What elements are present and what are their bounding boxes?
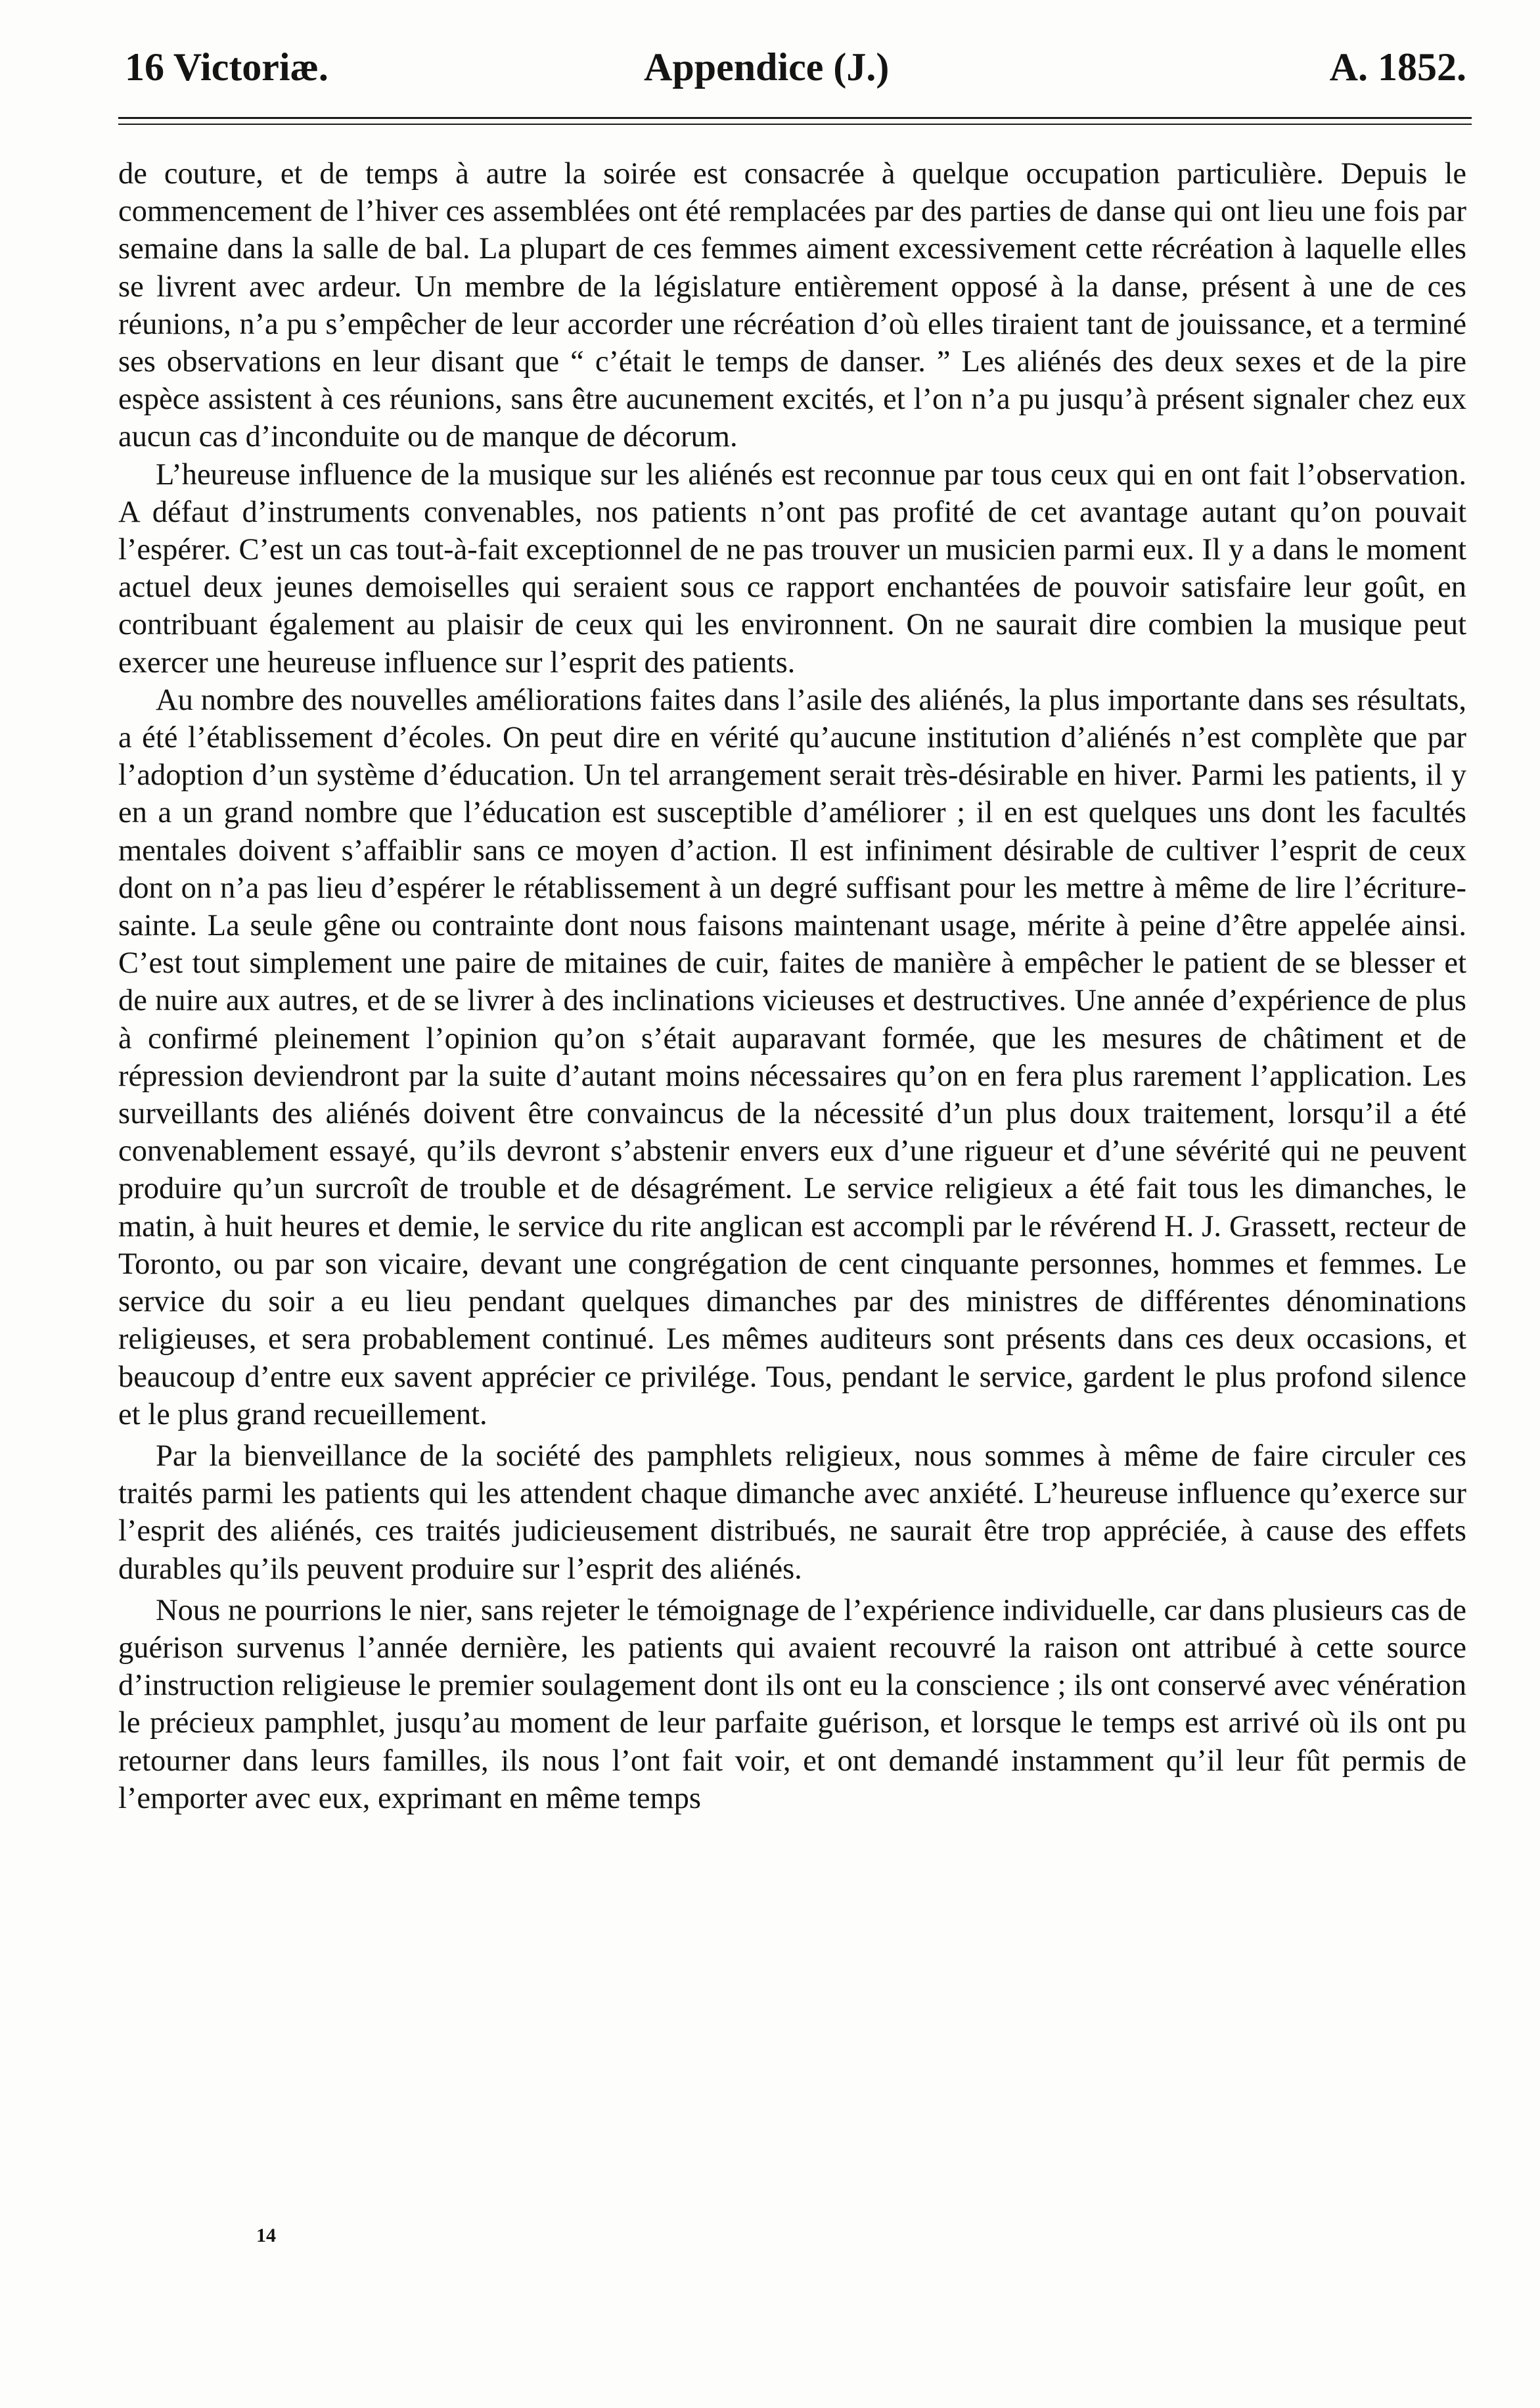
header-year-label: A. 1852.	[1329, 45, 1466, 89]
header-appendix-label: Appendice (J.)	[644, 45, 890, 89]
running-header	[125, 41, 1472, 93]
paragraph-testimony: Nous ne pourrions le nier, sans rejeter le témoignage de l’expérience individuelle, car dans plusieurs cas de guérison survenus l’année dernière, les patients qui avaient recouvré la raison ont attribué à cette source d’instruction religieuse le premier soulagement dont ils ont eu la conscience ; ils ont conservé avec vénération le précieux pamphlet, jusqu’au moment de leur parfaite guérison, et lorsque le temps est arrivé où ils ont pu retourner dans leurs familles, ils nous l’ont fait voir, et ont demandé instamment qu’il leur fût permis de l’emporter avec eux, exprimant en même temps	[118, 1593, 1466, 1815]
body-text	[118, 155, 1466, 1817]
header-rule-thick	[118, 117, 1472, 119]
header-rule-thin	[118, 124, 1472, 125]
header-session-label: 16 Victoriæ.	[125, 45, 328, 89]
paragraph-continued: de couture, et de temps à autre la soirée est consacrée à quelque occupation particulière. Depuis le commencement de l’hiver ces assemblées ont été remplacées par des parties de danse qui ont lieu une fois par semaine dans la salle de bal. La plupart de ces femmes aiment excessivement cette récréation à laquelle elles se livrent avec ardeur. Un membre de la législature entièrement opposé à la danse, présent à une de ces réunions, n’a pu s’empêcher de leur accorder une récréation d’où elles tiraient tant de jouissance, et a terminé ses observations en leur disant que “ c’était le temps de danser. ” Les aliénés des deux sexes et de la pire espèce assistent à ces réunions, sans être aucunement excités, et l’on n’a pu jusqu’à présent signaler chez eux aucun cas d’inconduite ou de manque de décorum.	[118, 157, 1466, 454]
paragraph-pamphlets: Par la bienveillance de la société des pamphlets religieux, nous sommes à même de faire circuler ces traités parmi les patients qui les attendent chaque dimanche avec anxiété. L’heureuse influence qu’exerce sur l’esprit des aliénés, ces traités judicieusement distribués, ne saurait être trop appréciée, à cause des effets durables qu’ils peuvent produire sur l’esprit des aliénés.	[118, 1439, 1466, 1586]
paragraph-schools: Au nombre des nouvelles améliorations faites dans l’asile des aliénés, la plus importante dans ses résultats, a été l’établissement d’écoles. On peut dire en vérité qu’aucune institution d’aliénés n’est complète que par l’adoption d’un système d’éducation. Un tel arrangement serait très-désirable en hiver. Parmi les patients, il y en a un grand nombre que l’éducation est susceptible d’améliorer ; il en est quelques uns dont les facultés mentales doivent s’affaiblir sans ce moyen d’action. Il est infiniment désirable de cultiver l’esprit de ceux dont on n’a pas lieu d’espérer le rétablissement à un degré suffisant pour les mettre à même de lire l’écrituresainte. La seule gêne ou contrainte dont nous faisons maintenant usage, mérite à peine d’être appelée ainsi. C’est tout simplement une paire de mitaines de cuir, faites de manière à empêcher le patient de se blesser et de nuire aux autres, et de se livrer à des inclinations vicieuses et destructives. Une année d’expérience de plus à confirmé pleinement l’opinion qu’on s’était auparavant formée, que les mesures de châtiment et de répression deviendront par la suite d’autant moins nécessaires qu’on en fera plus rarement l’application. Les surveillants des aliénés doivent être convaincus de la nécessité d’un plus doux traitement, lorsqu’il a été convenablement essayé, qu’ils devront s’abstenir envers eux d’une rigueur et d’une sévérité qui ne peuvent produire qu’un surcroît de trouble et de désagrément. Le service religieux a été fait tous les dimanches, le matin, à huit heures et demie, le service du rite anglican est accompli par le révérend H. J. Grassett, recteur de Toronto, ou par son vicaire, devant une congrégation de cent cinquante personnes, hommes et femmes. Le service du soir a eu lieu pendant quelques dimanches par des ministres de différentes dénominations religieuses, et sera probablement continué. Les mêmes auditeurs sont présents dans ces deux occasions, et beaucoup d’entre eux savent apprécier ce privilége. Tous, pendant le service, gardent le plus profond silence et le plus grand recueillement.	[118, 683, 1466, 1431]
paragraph-music: L’heureuse influence de la musique sur les aliénés est reconnue par tous ceux qui en ont fait l’observation. A défaut d’instruments convenables, nos patients n’ont pas profité de cet avantage autant qu’on pouvait l’espérer. C’est un cas tout-à-fait exceptionnel de ne pas trouver un musicien parmi eux. Il y a dans le moment actuel deux jeunes demoiselles qui seraient sous ce rapport enchantées de pouvoir satisfaire leur goût, en contribuant également au plaisir de ceux qui les environnent. On ne saurait dire combien la musique peut exercer une heureuse influence sur l’esprit des patients.	[118, 457, 1466, 680]
page-number: 14	[256, 2225, 276, 2246]
